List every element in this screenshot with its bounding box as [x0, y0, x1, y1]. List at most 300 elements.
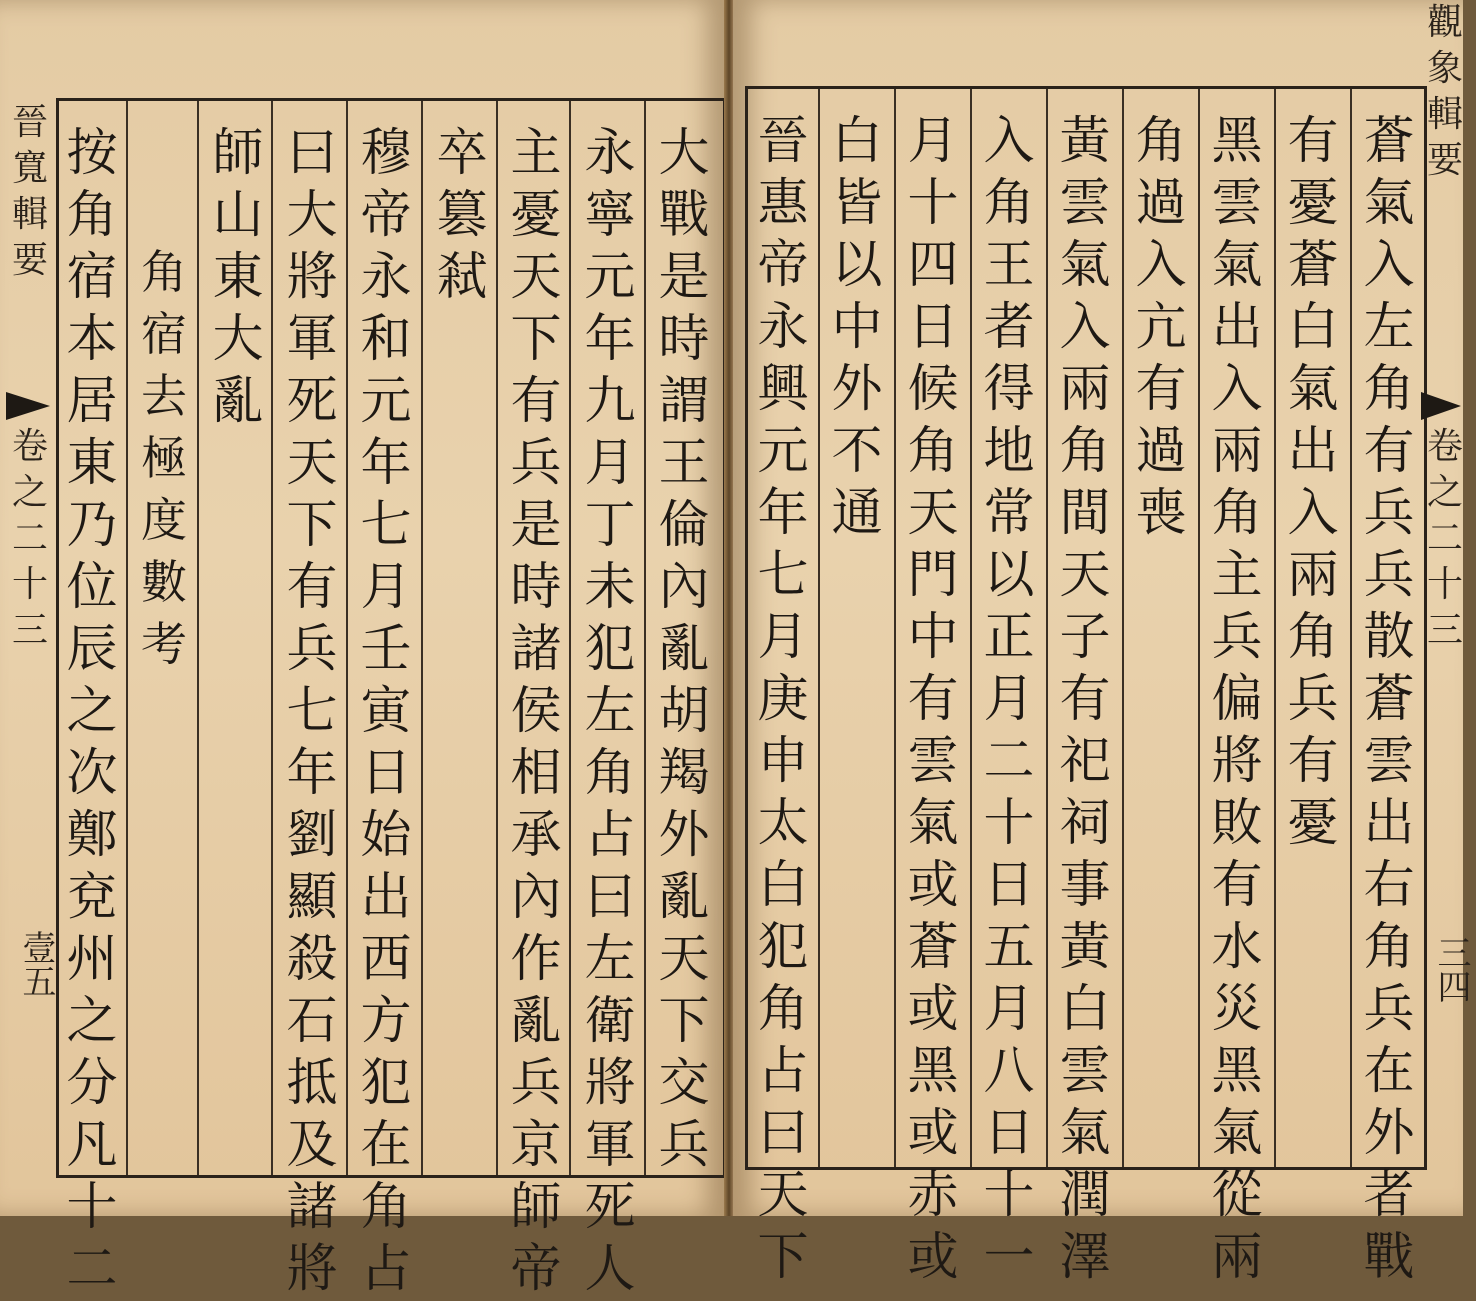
glyph: 下: [286, 496, 338, 555]
glyph: 占: [584, 806, 636, 865]
glyph: 年: [360, 434, 412, 493]
glyph: 兵: [510, 434, 562, 493]
glyph: 師: [510, 1178, 562, 1237]
glyph: 災: [1211, 980, 1263, 1039]
glyph: 大: [658, 124, 710, 183]
glyph: 兵: [286, 620, 338, 679]
left-margin-title: [8, 100, 52, 284]
fishtail-mark: [6, 392, 50, 420]
glyph: 角: [66, 186, 118, 245]
glyph: 散: [1363, 608, 1415, 667]
glyph: 有: [1135, 360, 1187, 419]
glyph: 在: [360, 1116, 412, 1175]
left-column-1: [653, 123, 715, 1177]
glyph: 元: [757, 422, 809, 481]
glyph: 入: [1211, 360, 1263, 419]
glyph: 觀: [1426, 2, 1463, 43]
glyph: 亂: [658, 620, 710, 679]
glyph: 天: [510, 248, 562, 307]
glyph: 辰: [66, 620, 118, 679]
glyph: 是: [510, 496, 562, 555]
glyph: 右: [1363, 856, 1415, 915]
glyph: 左: [1363, 298, 1415, 357]
glyph: 永: [584, 124, 636, 183]
glyph: 犯: [584, 620, 636, 679]
glyph: 興: [757, 360, 809, 419]
glyph: 兵: [1211, 608, 1263, 667]
glyph: 雲: [1059, 1042, 1111, 1101]
left-column-2: [579, 123, 641, 1301]
glyph: 憂: [1287, 174, 1339, 233]
right-column-5: [1054, 111, 1116, 1289]
glyph: 氣: [1287, 360, 1339, 419]
glyph: 二: [983, 732, 1035, 791]
glyph: 劉: [286, 806, 338, 865]
glyph: 天: [286, 434, 338, 493]
glyph: 羯: [658, 744, 710, 803]
glyph: 以: [831, 236, 883, 295]
glyph: 間: [1059, 484, 1111, 543]
glyph: 二: [66, 1240, 118, 1299]
glyph: 五: [983, 918, 1035, 977]
right-column-4: [1130, 111, 1192, 545]
glyph: 角: [1211, 484, 1263, 543]
glyph: 占: [360, 1240, 412, 1299]
right-column-3: [1206, 111, 1268, 1289]
glyph: 晉: [11, 102, 48, 143]
glyph: 雲: [1059, 174, 1111, 233]
glyph: 左: [584, 682, 636, 741]
glyph: 赤: [907, 1166, 959, 1225]
glyph: 十: [983, 794, 1035, 853]
glyph: 殺: [286, 930, 338, 989]
glyph: 氣: [907, 794, 959, 853]
glyph: 度: [141, 493, 187, 547]
glyph: 戰: [1363, 1228, 1415, 1287]
glyph: 去: [141, 369, 187, 423]
glyph: 晉: [757, 112, 809, 171]
glyph: 雲: [907, 732, 959, 791]
left-column-4: [431, 123, 493, 309]
glyph: 地: [983, 422, 1035, 481]
glyph: 出: [360, 868, 412, 927]
glyph: 帝: [360, 186, 412, 245]
left-margin-volume: [8, 424, 52, 654]
left-text-frame: [56, 98, 726, 1299]
glyph: 蒼: [1363, 112, 1415, 171]
glyph: 門: [907, 546, 959, 605]
glyph: 得: [983, 360, 1035, 419]
glyph: 在: [1363, 1042, 1415, 1101]
glyph: 兩: [1287, 546, 1339, 605]
left-column-6: [281, 123, 343, 1301]
glyph: 事: [1059, 856, 1111, 915]
glyph: 日: [907, 298, 959, 357]
right-page: [733, 0, 1471, 1287]
glyph: 黃: [1059, 112, 1111, 171]
glyph: 憂: [510, 186, 562, 245]
glyph: 氣: [1211, 1104, 1263, 1163]
glyph: 之: [66, 682, 118, 741]
glyph: 申: [757, 732, 809, 791]
right-margin-volume: [1423, 424, 1467, 654]
glyph: 十: [11, 564, 48, 605]
glyph: 子: [1059, 608, 1111, 667]
glyph: 方: [360, 992, 412, 1051]
glyph: 穆: [360, 124, 412, 183]
glyph: 考: [141, 617, 187, 671]
glyph: 月: [983, 670, 1035, 729]
glyph: 日: [983, 1104, 1035, 1163]
glyph: 數: [141, 555, 187, 609]
glyph: 七: [360, 496, 412, 555]
glyph: 九: [584, 372, 636, 431]
glyph: 外: [831, 360, 883, 419]
glyph: 軍: [584, 1116, 636, 1175]
glyph: 者: [1363, 1166, 1415, 1225]
glyph: 角: [360, 1178, 412, 1237]
glyph: 或: [907, 1228, 959, 1287]
glyph: 主: [1211, 546, 1263, 605]
glyph: 王: [658, 434, 710, 493]
right-column-2: [1282, 111, 1344, 855]
glyph: 犯: [757, 918, 809, 977]
glyph: 七: [757, 546, 809, 605]
glyph: 角: [1363, 918, 1415, 977]
glyph: 蒼: [1363, 670, 1415, 729]
glyph: 有: [1363, 422, 1415, 481]
glyph: 兵: [510, 1054, 562, 1113]
left-column-5: [355, 123, 417, 1301]
glyph: 東: [66, 434, 118, 493]
glyph: 篡: [436, 186, 488, 245]
glyph: 胡: [658, 682, 710, 741]
glyph: 黑: [907, 1042, 959, 1101]
glyph: 鄭: [66, 806, 118, 865]
glyph: 卷: [11, 426, 48, 467]
glyph: 曰: [286, 124, 338, 183]
glyph: 庚: [757, 670, 809, 729]
glyph: 以: [983, 546, 1035, 605]
right-column-8: [826, 111, 888, 545]
glyph: 作: [510, 930, 562, 989]
glyph: 雲: [1211, 174, 1263, 233]
glyph: 石: [286, 992, 338, 1051]
glyph: 兩: [1211, 422, 1263, 481]
glyph: 死: [286, 372, 338, 431]
glyph: 有: [510, 372, 562, 431]
glyph: 輯: [11, 194, 48, 235]
glyph: 之: [1426, 472, 1463, 513]
glyph: 輯: [1426, 94, 1463, 135]
glyph: 入: [1135, 236, 1187, 295]
glyph: 未: [584, 558, 636, 617]
glyph: 倫: [658, 496, 710, 555]
glyph: 者: [983, 298, 1035, 357]
glyph: 次: [66, 744, 118, 803]
glyph: 人: [584, 1240, 636, 1299]
glyph: 有: [1211, 856, 1263, 915]
left-column-3: [505, 123, 567, 1301]
glyph: 山: [212, 186, 264, 245]
glyph: 諸: [286, 1178, 338, 1237]
glyph: 元: [360, 372, 412, 431]
glyph: 侯: [510, 682, 562, 741]
glyph: 居: [66, 372, 118, 431]
glyph: 帝: [510, 1240, 562, 1299]
glyph: 氣: [1211, 236, 1263, 295]
glyph: 極: [141, 431, 187, 485]
glyph: 白: [1287, 298, 1339, 357]
glyph: 卷: [1426, 426, 1463, 467]
right-column-6: [978, 111, 1040, 1289]
glyph: 有: [1059, 670, 1111, 729]
left-column-8-subheading: [133, 241, 195, 675]
glyph: 憂: [1287, 794, 1339, 853]
glyph: 左: [584, 930, 636, 989]
glyph: 黑: [1211, 1042, 1263, 1101]
glyph: 天: [757, 1166, 809, 1225]
glyph: 角: [1287, 608, 1339, 667]
glyph: 二: [11, 518, 48, 559]
right-column-1: [1358, 111, 1420, 1289]
glyph: 入: [983, 112, 1035, 171]
glyph: 有: [1287, 732, 1339, 791]
glyph: 月: [907, 112, 959, 171]
glyph: 帝: [757, 236, 809, 295]
glyph: 謂: [658, 372, 710, 431]
glyph: 是: [658, 248, 710, 307]
glyph: 十: [907, 174, 959, 233]
left-margin-page-number: 壹五: [16, 930, 56, 998]
glyph: 州: [66, 930, 118, 989]
glyph: 和: [360, 310, 412, 369]
glyph: 十: [1426, 564, 1463, 605]
glyph: 將: [584, 1054, 636, 1113]
glyph: 天: [907, 484, 959, 543]
glyph: 位: [66, 558, 118, 617]
glyph: 寧: [584, 186, 636, 245]
glyph: 兵: [1363, 980, 1415, 1039]
glyph: 下: [510, 310, 562, 369]
glyph: 黃: [1059, 918, 1111, 977]
glyph: 月: [584, 434, 636, 493]
right-margin-title: [1423, 0, 1467, 184]
glyph: 弒: [436, 248, 488, 307]
glyph: 祠: [1059, 794, 1111, 853]
glyph: 年: [584, 310, 636, 369]
glyph: 三: [1426, 610, 1463, 651]
glyph: 軍: [286, 310, 338, 369]
glyph: 兵: [658, 1116, 710, 1175]
glyph: 曰: [584, 868, 636, 927]
glyph: 皆: [831, 174, 883, 233]
left-column-7: [207, 123, 269, 433]
glyph: 亢: [1135, 298, 1187, 357]
glyph: 有: [1287, 112, 1339, 171]
glyph: 出: [1211, 298, 1263, 357]
fishtail-mark-right: [1421, 392, 1461, 420]
glyph: 卒: [436, 124, 488, 183]
glyph: 東: [212, 248, 264, 307]
glyph: 白: [831, 112, 883, 171]
glyph: 角: [757, 980, 809, 1039]
glyph: 年: [286, 744, 338, 803]
glyph: 從: [1211, 1166, 1263, 1225]
glyph: 亂: [510, 992, 562, 1051]
glyph: 兩: [1059, 360, 1111, 419]
glyph: 宿: [66, 248, 118, 307]
glyph: 月: [983, 980, 1035, 1039]
glyph: 下: [757, 1228, 809, 1287]
glyph: 下: [658, 992, 710, 1051]
glyph: 象: [1426, 48, 1463, 89]
glyph: 京: [510, 1116, 562, 1175]
glyph: 永: [360, 248, 412, 307]
glyph: 王: [983, 236, 1035, 295]
glyph: 天: [1059, 546, 1111, 605]
glyph: 占: [757, 1042, 809, 1101]
glyph: 中: [831, 298, 883, 357]
right-text-frame: [745, 86, 1427, 1287]
glyph: 候: [907, 360, 959, 419]
glyph: 出: [1287, 422, 1339, 481]
glyph: 主: [510, 124, 562, 183]
glyph: 黑: [1211, 112, 1263, 171]
glyph: 入: [1287, 484, 1339, 543]
glyph: 犯: [360, 1054, 412, 1113]
glyph: 有: [286, 558, 338, 617]
glyph: 角: [1135, 112, 1187, 171]
right-column-7: [902, 111, 964, 1289]
glyph: 日: [983, 856, 1035, 915]
glyph: 始: [360, 806, 412, 865]
glyph: 按: [66, 124, 118, 183]
glyph: 丁: [584, 496, 636, 555]
glyph: 氣: [1059, 236, 1111, 295]
glyph: 衛: [584, 992, 636, 1051]
glyph: 要: [11, 240, 48, 281]
left-column-9: [61, 123, 123, 1301]
glyph: 承: [510, 806, 562, 865]
glyph: 氣: [1059, 1104, 1111, 1163]
right-column-9: [752, 111, 814, 1289]
glyph: 四: [907, 236, 959, 295]
glyph: 通: [831, 484, 883, 543]
glyph: 正: [983, 608, 1035, 667]
glyph: 內: [658, 558, 710, 617]
glyph: 角: [584, 744, 636, 803]
glyph: 凡: [66, 1116, 118, 1175]
right-margin-page-number: 三四: [1431, 935, 1471, 1003]
glyph: 惠: [757, 174, 809, 233]
glyph: 八: [983, 1042, 1035, 1101]
glyph: 師: [212, 124, 264, 183]
glyph: 將: [286, 248, 338, 307]
glyph: 入: [1059, 298, 1111, 357]
glyph: 三: [11, 610, 48, 651]
glyph: 七: [286, 682, 338, 741]
glyph: 外: [1363, 1104, 1415, 1163]
glyph: 及: [286, 1116, 338, 1175]
glyph: 常: [983, 484, 1035, 543]
glyph: 日: [360, 744, 412, 803]
glyph: 偏: [1211, 670, 1263, 729]
glyph: 月: [360, 558, 412, 617]
glyph: 曰: [757, 1104, 809, 1163]
glyph: 抵: [286, 1054, 338, 1113]
glyph: 或: [907, 980, 959, 1039]
glyph: 兵: [1363, 546, 1415, 605]
glyph: 祀: [1059, 732, 1111, 791]
glyph: 時: [658, 310, 710, 369]
glyph: 白: [757, 856, 809, 915]
glyph: 諸: [510, 620, 562, 679]
glyph: 元: [584, 248, 636, 307]
glyph: 之: [66, 992, 118, 1051]
glyph: 角: [1363, 360, 1415, 419]
glyph: 永: [757, 298, 809, 357]
left-page: [0, 0, 725, 1299]
glyph: 過: [1135, 422, 1187, 481]
glyph: 不: [831, 422, 883, 481]
glyph: 亂: [212, 372, 264, 431]
glyph: 潤: [1059, 1166, 1111, 1225]
glyph: 一: [983, 1228, 1035, 1287]
glyph: 蒼: [1287, 236, 1339, 295]
glyph: 年: [757, 484, 809, 543]
glyph: 蒼: [907, 918, 959, 977]
glyph: 交: [658, 1054, 710, 1113]
glyph: 乃: [66, 496, 118, 555]
glyph: 宿: [141, 307, 187, 361]
glyph: 時: [510, 558, 562, 617]
glyph: 角: [907, 422, 959, 481]
glyph: 大: [286, 186, 338, 245]
glyph: 內: [510, 868, 562, 927]
glyph: 氣: [1363, 174, 1415, 233]
glyph: 將: [1211, 732, 1263, 791]
glyph: 二: [1426, 518, 1463, 559]
glyph: 天: [658, 930, 710, 989]
glyph: 中: [907, 608, 959, 667]
glyph: 角: [983, 174, 1035, 233]
glyph: 西: [360, 930, 412, 989]
glyph: 敗: [1211, 794, 1263, 853]
glyph: 入: [1363, 236, 1415, 295]
glyph: 角: [141, 245, 187, 299]
glyph: 角: [1059, 422, 1111, 481]
glyph: 死: [584, 1178, 636, 1237]
glyph: 喪: [1135, 484, 1187, 543]
glyph: 雲: [1363, 732, 1415, 791]
glyph: 白: [1059, 980, 1111, 1039]
glyph: 壬: [360, 620, 412, 679]
glyph: 戰: [658, 186, 710, 245]
glyph: 過: [1135, 174, 1187, 233]
glyph: 太: [757, 794, 809, 853]
glyph: 相: [510, 744, 562, 803]
glyph: 外: [658, 806, 710, 865]
glyph: 將: [286, 1240, 338, 1299]
glyph: 之: [11, 472, 48, 513]
glyph: 要: [1426, 140, 1463, 181]
glyph: 出: [1363, 794, 1415, 853]
glyph: 大: [212, 310, 264, 369]
glyph: 兵: [1287, 670, 1339, 729]
glyph: 顯: [286, 868, 338, 927]
glyph: 兵: [1363, 484, 1415, 543]
